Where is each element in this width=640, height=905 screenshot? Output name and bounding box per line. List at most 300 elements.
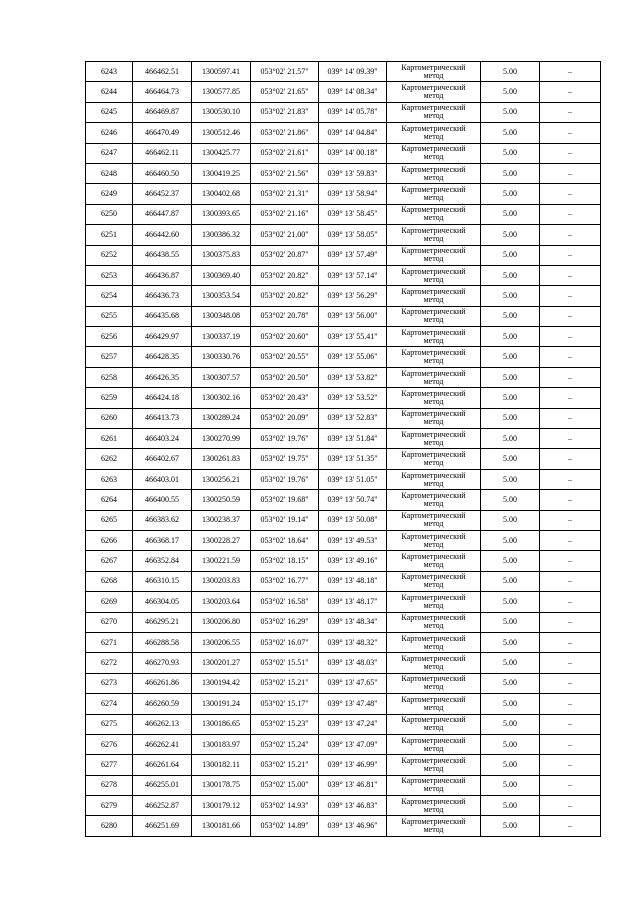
point-number-cell: 6274 [86, 694, 133, 714]
method-cell [387, 530, 481, 550]
y-coordinate-cell: 1300512.46 [192, 123, 251, 143]
y-coordinate-cell: 1300181.66 [192, 816, 251, 836]
note-cell: – [540, 551, 601, 571]
x-coordinate-cell: 466270.93 [133, 653, 192, 673]
table-row [86, 62, 601, 82]
note-cell: – [540, 163, 601, 183]
longitude-cell: 039° 13' 53.82" [319, 367, 387, 387]
point-number-cell: 6278 [86, 775, 133, 795]
accuracy-cell: 5.00 [481, 204, 540, 224]
point-number-cell: 6258 [86, 367, 133, 387]
table-row [86, 796, 601, 816]
y-coordinate-cell: 1300393.65 [192, 204, 251, 224]
table-row [86, 429, 601, 449]
note-cell: – [540, 775, 601, 795]
table-row [86, 408, 601, 428]
longitude-cell: 039° 13' 50.08" [319, 510, 387, 530]
table-row [86, 286, 601, 306]
note-cell: – [540, 143, 601, 163]
accuracy-cell: 5.00 [481, 388, 540, 408]
x-coordinate-cell: 466435.68 [133, 306, 192, 326]
x-coordinate-cell: 466403.01 [133, 469, 192, 489]
accuracy-cell: 5.00 [481, 734, 540, 754]
y-coordinate-cell: 1300353.54 [192, 286, 251, 306]
longitude-cell: 039° 14' 09.39" [319, 62, 387, 82]
method-cell [387, 102, 481, 122]
x-coordinate-cell: 466462.51 [133, 62, 192, 82]
method-line-2: метод [423, 763, 444, 773]
point-number-cell: 6245 [86, 102, 133, 122]
longitude-cell: 039° 13' 47.65" [319, 673, 387, 693]
note-cell: – [540, 184, 601, 204]
method-line-2: метод [423, 335, 444, 345]
point-number-cell: 6256 [86, 327, 133, 347]
method-line-2: метод [423, 437, 444, 447]
latitude-cell: 053°02' 19.75" [251, 449, 319, 469]
latitude-cell: 053°02' 16.77" [251, 571, 319, 591]
y-coordinate-cell: 1300228.27 [192, 530, 251, 550]
accuracy-cell: 5.00 [481, 184, 540, 204]
table-row [86, 347, 601, 367]
point-number-cell: 6271 [86, 632, 133, 652]
method-line-2: метод [423, 641, 444, 651]
x-coordinate-cell: 466447.87 [133, 204, 192, 224]
table-row [86, 469, 601, 489]
x-coordinate-cell: 466460.50 [133, 163, 192, 183]
note-cell: – [540, 347, 601, 367]
longitude-cell: 039° 13' 58.45" [319, 204, 387, 224]
method-line-1: Картометрический [401, 225, 466, 235]
method-cell [387, 163, 481, 183]
latitude-cell: 053°02' 15.51" [251, 653, 319, 673]
method-line-2: метод [423, 131, 444, 141]
method-cell [387, 734, 481, 754]
y-coordinate-cell: 1300530.10 [192, 102, 251, 122]
point-number-cell: 6253 [86, 265, 133, 285]
point-number-cell: 6248 [86, 163, 133, 183]
method-line-2: метод [423, 233, 444, 243]
note-cell: – [540, 612, 601, 632]
latitude-cell: 053°02' 21.57" [251, 62, 319, 82]
y-coordinate-cell: 1300375.83 [192, 245, 251, 265]
longitude-cell: 039° 13' 56.29" [319, 286, 387, 306]
method-line-1: Картометрический [401, 490, 466, 500]
method-line-2: метод [423, 519, 444, 529]
method-line-1: Картометрический [401, 103, 466, 113]
table-row [86, 571, 601, 591]
table-row [86, 265, 601, 285]
point-number-cell: 6244 [86, 82, 133, 102]
method-cell [387, 225, 481, 245]
latitude-cell: 053°02' 20.82" [251, 265, 319, 285]
note-cell: – [540, 796, 601, 816]
note-cell: – [540, 530, 601, 550]
accuracy-cell: 5.00 [481, 612, 540, 632]
table-row [86, 204, 601, 224]
x-coordinate-cell: 466469.87 [133, 102, 192, 122]
y-coordinate-cell: 1300203.83 [192, 571, 251, 591]
y-coordinate-cell: 1300179.12 [192, 796, 251, 816]
note-cell: – [540, 429, 601, 449]
point-number-cell: 6260 [86, 408, 133, 428]
latitude-cell: 053°02' 16.07" [251, 632, 319, 652]
latitude-cell: 053°02' 20.09" [251, 408, 319, 428]
method-cell [387, 775, 481, 795]
table-row [86, 102, 601, 122]
method-line-1: Картометрический [401, 286, 466, 296]
accuracy-cell: 5.00 [481, 653, 540, 673]
method-line-1: Картометрический [401, 368, 466, 378]
method-line-1: Картометрический [401, 307, 466, 317]
x-coordinate-cell: 466438.55 [133, 245, 192, 265]
table-row [86, 694, 601, 714]
method-cell [387, 755, 481, 775]
method-line-1: Картометрический [401, 83, 466, 93]
method-line-1: Картометрический [401, 144, 466, 154]
y-coordinate-cell: 1300256.21 [192, 469, 251, 489]
table-row [86, 734, 601, 754]
table-row [86, 673, 601, 693]
latitude-cell: 053°02' 18.64" [251, 530, 319, 550]
latitude-cell: 053°02' 20.82" [251, 286, 319, 306]
latitude-cell: 053°02' 14.93" [251, 796, 319, 816]
method-cell [387, 469, 481, 489]
coordinates-table [85, 61, 601, 837]
note-cell: – [540, 286, 601, 306]
accuracy-cell: 5.00 [481, 408, 540, 428]
method-cell [387, 306, 481, 326]
method-line-2: метод [423, 417, 444, 427]
accuracy-cell: 5.00 [481, 510, 540, 530]
accuracy-cell: 5.00 [481, 123, 540, 143]
y-coordinate-cell: 1300194.42 [192, 673, 251, 693]
y-coordinate-cell: 1300238.37 [192, 510, 251, 530]
accuracy-cell: 5.00 [481, 429, 540, 449]
method-cell [387, 245, 481, 265]
y-coordinate-cell: 1300191.24 [192, 694, 251, 714]
latitude-cell: 053°02' 15.21" [251, 673, 319, 693]
y-coordinate-cell: 1300250.59 [192, 490, 251, 510]
x-coordinate-cell: 466368.17 [133, 530, 192, 550]
latitude-cell: 053°02' 21.83" [251, 102, 319, 122]
longitude-cell: 039° 13' 58.94" [319, 184, 387, 204]
latitude-cell: 053°02' 19.14" [251, 510, 319, 530]
point-number-cell: 6267 [86, 551, 133, 571]
method-line-1: Картометрический [401, 327, 466, 337]
longitude-cell: 039° 13' 55.06" [319, 347, 387, 367]
latitude-cell: 053°02' 19.76" [251, 429, 319, 449]
x-coordinate-cell: 466452.37 [133, 184, 192, 204]
accuracy-cell: 5.00 [481, 714, 540, 734]
y-coordinate-cell: 1300186.65 [192, 714, 251, 734]
longitude-cell: 039° 14' 04.84" [319, 123, 387, 143]
point-number-cell: 6247 [86, 143, 133, 163]
point-number-cell: 6265 [86, 510, 133, 530]
note-cell: – [540, 367, 601, 387]
accuracy-cell: 5.00 [481, 551, 540, 571]
point-number-cell: 6246 [86, 123, 133, 143]
note-cell: – [540, 62, 601, 82]
table-row [86, 184, 601, 204]
method-line-1: Картометрический [401, 266, 466, 276]
longitude-cell: 039° 14' 00.18" [319, 143, 387, 163]
table-row [86, 367, 601, 387]
method-cell [387, 449, 481, 469]
longitude-cell: 039° 13' 55.41" [319, 327, 387, 347]
y-coordinate-cell: 1300270.99 [192, 429, 251, 449]
method-line-2: метод [423, 356, 444, 366]
note-cell: – [540, 510, 601, 530]
method-cell [387, 143, 481, 163]
x-coordinate-cell: 466429.97 [133, 327, 192, 347]
point-number-cell: 6250 [86, 204, 133, 224]
y-coordinate-cell: 1300402.68 [192, 184, 251, 204]
point-number-cell: 6280 [86, 816, 133, 836]
x-coordinate-cell: 466436.87 [133, 265, 192, 285]
method-line-1: Картометрический [401, 715, 466, 725]
accuracy-cell: 5.00 [481, 530, 540, 550]
note-cell: – [540, 694, 601, 714]
accuracy-cell: 5.00 [481, 225, 540, 245]
method-line-1: Картометрический [401, 164, 466, 174]
method-cell [387, 82, 481, 102]
method-cell [387, 632, 481, 652]
method-line-2: метод [423, 458, 444, 468]
table-row [86, 816, 601, 836]
table-row [86, 551, 601, 571]
point-number-cell: 6275 [86, 714, 133, 734]
method-line-2: метод [423, 743, 444, 753]
method-line-1: Картометрический [401, 654, 466, 664]
x-coordinate-cell: 466252.87 [133, 796, 192, 816]
method-cell [387, 796, 481, 816]
note-cell: – [540, 714, 601, 734]
x-coordinate-cell: 466288.58 [133, 632, 192, 652]
method-cell [387, 429, 481, 449]
accuracy-cell: 5.00 [481, 775, 540, 795]
longitude-cell: 039° 13' 46.83" [319, 796, 387, 816]
note-cell: – [540, 816, 601, 836]
method-line-1: Картометрический [401, 409, 466, 419]
x-coordinate-cell: 466400.55 [133, 490, 192, 510]
method-cell [387, 714, 481, 734]
x-coordinate-cell: 466255.01 [133, 775, 192, 795]
method-line-1: Картометрический [401, 592, 466, 602]
latitude-cell: 053°02' 21.00" [251, 225, 319, 245]
latitude-cell: 053°02' 21.56" [251, 163, 319, 183]
latitude-cell: 053°02' 19.68" [251, 490, 319, 510]
point-number-cell: 6261 [86, 429, 133, 449]
latitude-cell: 053°02' 18.15" [251, 551, 319, 571]
note-cell: – [540, 225, 601, 245]
method-cell [387, 388, 481, 408]
x-coordinate-cell: 466470.49 [133, 123, 192, 143]
latitude-cell: 053°02' 20.43" [251, 388, 319, 408]
method-line-2: метод [423, 111, 444, 121]
table-body [86, 62, 601, 837]
point-number-cell: 6268 [86, 571, 133, 591]
x-coordinate-cell: 466464.73 [133, 82, 192, 102]
y-coordinate-cell: 1300206.55 [192, 632, 251, 652]
table-row [86, 530, 601, 550]
method-cell [387, 62, 481, 82]
method-line-2: метод [423, 70, 444, 80]
note-cell: – [540, 490, 601, 510]
x-coordinate-cell: 466262.13 [133, 714, 192, 734]
longitude-cell: 039° 13' 57.14" [319, 265, 387, 285]
x-coordinate-cell: 466462.11 [133, 143, 192, 163]
method-line-1: Картометрический [401, 674, 466, 684]
y-coordinate-cell: 1300221.59 [192, 551, 251, 571]
note-cell: – [540, 449, 601, 469]
table-row [86, 306, 601, 326]
table-row [86, 755, 601, 775]
point-number-cell: 6262 [86, 449, 133, 469]
longitude-cell: 039° 13' 49.16" [319, 551, 387, 571]
method-cell [387, 367, 481, 387]
table-row [86, 245, 601, 265]
method-line-1: Картометрический [401, 185, 466, 195]
latitude-cell: 053°02' 15.23" [251, 714, 319, 734]
y-coordinate-cell: 1300348.08 [192, 306, 251, 326]
accuracy-cell: 5.00 [481, 265, 540, 285]
note-cell: – [540, 123, 601, 143]
latitude-cell: 053°02' 16.29" [251, 612, 319, 632]
point-number-cell: 6264 [86, 490, 133, 510]
y-coordinate-cell: 1300419.25 [192, 163, 251, 183]
x-coordinate-cell: 466260.59 [133, 694, 192, 714]
latitude-cell: 053°02' 20.78" [251, 306, 319, 326]
method-line-1: Картометрический [401, 735, 466, 745]
y-coordinate-cell: 1300425.77 [192, 143, 251, 163]
method-line-2: метод [423, 662, 444, 672]
latitude-cell: 053°02' 21.31" [251, 184, 319, 204]
method-line-2: метод [423, 294, 444, 304]
table-row [86, 632, 601, 652]
method-cell [387, 816, 481, 836]
longitude-cell: 039° 13' 51.35" [319, 449, 387, 469]
y-coordinate-cell: 1300386.32 [192, 225, 251, 245]
latitude-cell: 053°02' 16.58" [251, 592, 319, 612]
method-line-1: Картометрический [401, 694, 466, 704]
longitude-cell: 039° 13' 51.84" [319, 429, 387, 449]
y-coordinate-cell: 1300337.19 [192, 327, 251, 347]
x-coordinate-cell: 466428.35 [133, 347, 192, 367]
accuracy-cell: 5.00 [481, 367, 540, 387]
method-line-2: метод [423, 682, 444, 692]
y-coordinate-cell: 1300178.75 [192, 775, 251, 795]
note-cell: – [540, 388, 601, 408]
method-line-2: метод [423, 702, 444, 712]
longitude-cell: 039° 13' 48.17" [319, 592, 387, 612]
accuracy-cell: 5.00 [481, 592, 540, 612]
longitude-cell: 039° 13' 47.48" [319, 694, 387, 714]
accuracy-cell: 5.00 [481, 306, 540, 326]
latitude-cell: 053°02' 15.21" [251, 755, 319, 775]
latitude-cell: 053°02' 21.16" [251, 204, 319, 224]
latitude-cell: 053°02' 21.65" [251, 82, 319, 102]
accuracy-cell: 5.00 [481, 62, 540, 82]
accuracy-cell: 5.00 [481, 347, 540, 367]
longitude-cell: 039° 13' 56.00" [319, 306, 387, 326]
longitude-cell: 039° 13' 47.09" [319, 734, 387, 754]
y-coordinate-cell: 1300182.11 [192, 755, 251, 775]
longitude-cell: 039° 13' 48.32" [319, 632, 387, 652]
longitude-cell: 039° 13' 47.24" [319, 714, 387, 734]
method-line-2: метод [423, 804, 444, 814]
method-line-2: метод [423, 825, 444, 835]
point-number-cell: 6263 [86, 469, 133, 489]
method-line-1: Картометрический [401, 531, 466, 541]
method-line-1: Картометрический [401, 572, 466, 582]
table-row [86, 775, 601, 795]
method-line-2: метод [423, 539, 444, 549]
x-coordinate-cell: 466261.64 [133, 755, 192, 775]
latitude-cell: 053°02' 20.60" [251, 327, 319, 347]
table-row [86, 612, 601, 632]
method-line-2: метод [423, 91, 444, 101]
x-coordinate-cell: 466304.05 [133, 592, 192, 612]
method-line-1: Картометрический [401, 62, 466, 72]
note-cell: – [540, 571, 601, 591]
latitude-cell: 053°02' 20.87" [251, 245, 319, 265]
method-line-1: Картометрический [401, 348, 466, 358]
x-coordinate-cell: 466251.69 [133, 816, 192, 836]
x-coordinate-cell: 466261.86 [133, 673, 192, 693]
method-cell [387, 408, 481, 428]
accuracy-cell: 5.00 [481, 694, 540, 714]
method-cell [387, 265, 481, 285]
point-number-cell: 6257 [86, 347, 133, 367]
table-row [86, 388, 601, 408]
accuracy-cell: 5.00 [481, 571, 540, 591]
method-line-1: Картометрический [401, 633, 466, 643]
latitude-cell: 053°02' 15.17" [251, 694, 319, 714]
y-coordinate-cell: 1300261.83 [192, 449, 251, 469]
y-coordinate-cell: 1300302.16 [192, 388, 251, 408]
table-row [86, 592, 601, 612]
accuracy-cell: 5.00 [481, 490, 540, 510]
latitude-cell: 053°02' 14.89" [251, 816, 319, 836]
method-cell [387, 673, 481, 693]
y-coordinate-cell: 1300597.41 [192, 62, 251, 82]
point-number-cell: 6270 [86, 612, 133, 632]
method-line-2: метод [423, 621, 444, 631]
point-number-cell: 6276 [86, 734, 133, 754]
method-line-2: метод [423, 478, 444, 488]
table-row [86, 510, 601, 530]
longitude-cell: 039° 13' 48.34" [319, 612, 387, 632]
x-coordinate-cell: 466352.84 [133, 551, 192, 571]
method-line-1: Картометрический [401, 205, 466, 215]
accuracy-cell: 5.00 [481, 163, 540, 183]
table-row [86, 490, 601, 510]
longitude-cell: 039° 13' 53.52" [319, 388, 387, 408]
method-line-2: метод [423, 254, 444, 264]
latitude-cell: 053°02' 21.61" [251, 143, 319, 163]
latitude-cell: 053°02' 20.55" [251, 347, 319, 367]
method-cell [387, 123, 481, 143]
longitude-cell: 039° 13' 58.05" [319, 225, 387, 245]
longitude-cell: 039° 13' 59.83" [319, 163, 387, 183]
method-line-1: Картометрический [401, 613, 466, 623]
point-number-cell: 6266 [86, 530, 133, 550]
method-line-2: метод [423, 560, 444, 570]
table-row [86, 163, 601, 183]
y-coordinate-cell: 1300206.80 [192, 612, 251, 632]
table-row [86, 327, 601, 347]
method-line-1: Картометрический [401, 246, 466, 256]
